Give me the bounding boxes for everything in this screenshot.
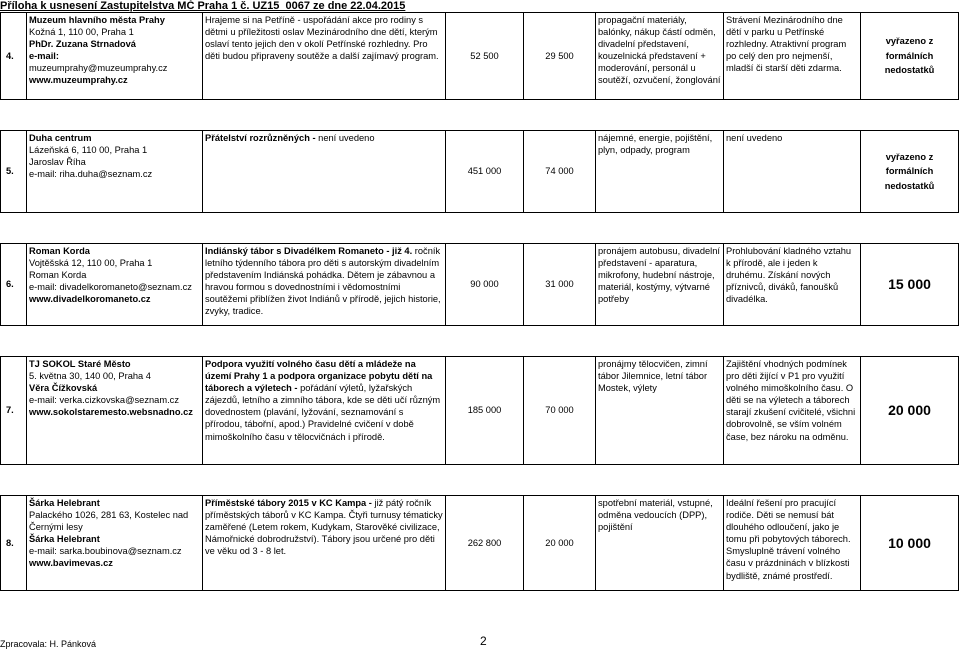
applicant-email[interactable]: e-mail: divadelkoromaneto@seznam.cz xyxy=(29,282,192,293)
project-description: ročník letního týdenního tábora pro děti s autorským divadelním představením Indiánská pohádka. Dětem je zábavnou a hravou formou s dovednostními i vědomostními soutěžemi přiblížen život Indiánů v přírodě, jejich historie, zvyky, tradice. xyxy=(205,246,441,317)
requested-amount: 31 000 xyxy=(524,244,596,326)
table-row xyxy=(1,244,959,326)
row-number: 4. xyxy=(1,13,27,100)
applicant-address: Kožná 1, 110 00, Praha 1 xyxy=(29,27,134,38)
applicant-name: Muzeum hlavního města Prahy xyxy=(29,15,165,25)
usage-cell: nájemné, energie, pojištění, plyn, odpady, program xyxy=(596,131,724,213)
applicant-web[interactable]: www.bavimevas.cz xyxy=(29,558,113,569)
project-description: pořádání výletů, lyžařských zájezdů, letního a zimního tábora, kde se děti učí různým dovednostem (plavání, lyžování, seznamování s přírodou, tábořní, apod.) Pravidelné cvičení v době mimoškolního času v tělocvičnách i přírodě. xyxy=(205,383,441,442)
benefit-cell: Prohlubování kladného vztahu k přírodě, ale i jeden k druhému. Získání nových příznivců, diváků, fanoušků divadélka. xyxy=(724,244,861,326)
applicant-cell xyxy=(27,357,203,465)
project-cell xyxy=(203,357,446,465)
result-cell: vyřazeno z formálních nedostatků xyxy=(861,13,959,100)
project-description: Hrajeme si na Petříně - uspořádání akce pro rodiny s dětmi u příležitosti oslav Mezinárodního dne dětí, kterým oslaví tento jejich den v okolí Petřínské rozhledny. Pro děti budou připraveny soutěže a další zajímavý program. xyxy=(205,15,439,62)
project-cell xyxy=(203,244,446,326)
project-title: Indiánský tábor s Divadélkem Romaneto - již 4. xyxy=(205,246,413,256)
benefit-cell: Ideální řešení pro pracující rodiče. Děti se nemusí bát dlouhého odloučení, jako je tomu při pobytových táborech. Smysluplně trávení volného času v prázdninách v blízkosti bydliště, známé prostředí. xyxy=(724,496,861,591)
table-row xyxy=(1,496,959,591)
benefit-cell: Strávení Mezinárodního dne dětí v parku u Petřínské rozhledny. Atraktivní program po celý den pro nejmenší, mladší či starší děti zdarma. xyxy=(724,13,861,100)
applicant-address: 5. května 30, 140 00, Praha 4 xyxy=(29,371,151,382)
applicant-cell xyxy=(27,131,203,213)
requested-amount: 70 000 xyxy=(524,357,596,465)
applicant-email[interactable]: e-mail: riha.duha@seznam.cz xyxy=(29,169,153,180)
result-cell: vyřazeno z formálních nedostatků xyxy=(861,131,959,213)
usage-cell: spotřební materiál, vstupné, odměna vedoucích (DPP), pojištění xyxy=(596,496,724,591)
result-cell: 10 000 xyxy=(861,496,959,591)
applicant-cell xyxy=(27,13,203,100)
total-cost: 262 800 xyxy=(446,496,524,591)
applicant-contact: Roman Korda xyxy=(29,270,87,281)
applicant-email-label: e-mail: xyxy=(29,51,59,62)
total-cost: 52 500 xyxy=(446,13,524,100)
footer-author: Zpracovala: H. Pánková xyxy=(0,639,97,649)
applicant-email[interactable]: e-mail: sarka.boubinova@seznam.cz xyxy=(29,546,182,557)
applicant-contact: Jaroslav Říha xyxy=(29,157,86,168)
project-title: Příměstské tábory 2015 v KC Kampa - xyxy=(205,498,372,508)
project-title: Podpora využití volného času dětí a mládeže na území Prahy 1 a podpora organizace pobytu dětí na táborech a výletech - xyxy=(205,359,433,394)
result-cell: 20 000 xyxy=(861,357,959,465)
table-row xyxy=(1,357,959,465)
applicant-web[interactable]: www.sokolstaremesto.websnadno.cz xyxy=(29,407,193,418)
applicant-contact: Šárka Helebrant xyxy=(29,534,100,545)
total-cost: 90 000 xyxy=(446,244,524,326)
applicant-name: Šárka Helebrant xyxy=(29,498,100,508)
page-number: 2 xyxy=(480,634,487,648)
applicant-contact: Věra Čížkovská xyxy=(29,383,98,394)
applicant-web[interactable]: www.muzeumprahy.cz xyxy=(29,75,128,86)
project-title: Přátelství rozrůzněných - xyxy=(205,133,316,143)
row-number: 8. xyxy=(1,496,27,591)
applicant-address: Palackého 1026, 281 63, Kostelec nad Černými lesy xyxy=(29,510,189,533)
table-row xyxy=(1,131,959,213)
applicant-address: Vojtěšská 12, 110 00, Praha 1 xyxy=(29,258,153,269)
applicant-cell xyxy=(27,244,203,326)
result-cell: 15 000 xyxy=(861,244,959,326)
applicant-email[interactable]: e-mail: verka.cizkovska@seznam.cz xyxy=(29,395,179,406)
applicant-email[interactable]: muzeumprahy@muzeumprahy.cz xyxy=(29,63,168,74)
row-number: 5. xyxy=(1,131,27,213)
row-number: 6. xyxy=(1,244,27,326)
applicant-name: TJ SOKOL Staré Město xyxy=(29,359,131,369)
usage-cell: propagační materiály, balónky, nákup částí odměn, divadelní představení, kouzelnická představení + moderování, personál u soutěží, ozvučení, žonglování xyxy=(596,13,724,100)
project-cell xyxy=(203,496,446,591)
applicant-web[interactable]: www.divadelkoromaneto.cz xyxy=(29,294,151,305)
applicant-name: Roman Korda xyxy=(29,246,90,256)
usage-cell: pronájem autobusu, divadelní představení - aparatura, mikrofony, hudební nástroje, materiál, kostýmy, výtvarné potřeby xyxy=(596,244,724,326)
table-row xyxy=(1,13,959,100)
requested-amount: 74 000 xyxy=(524,131,596,213)
applicant-cell xyxy=(27,496,203,591)
grants-table xyxy=(0,12,959,591)
requested-amount: 20 000 xyxy=(524,496,596,591)
project-description: již pátý ročník příměstských táborů v KC Kampa. Čtyři turnusy tématicky zaměřené (Letem rokem, Kudykam, Starověké civilizace, Námořnické dobrodružství). Tábory jsou určené pro děti ve věku od 3 - 8 let. xyxy=(205,498,443,557)
requested-amount: 29 500 xyxy=(524,13,596,100)
project-cell xyxy=(203,131,446,213)
page-title: Příloha k usnesení Zastupitelstva MČ Praha 1 č. UZ15_0067 ze dne 22.04.2015 xyxy=(0,0,406,12)
applicant-address: Lázeňská 6, 110 00, Praha 1 xyxy=(29,145,148,156)
usage-cell: pronájmy tělocvičen, zimní tábor Jilemnice, letní tábor Mostek, výlety xyxy=(596,357,724,465)
benefit-cell: není uvedeno xyxy=(724,131,861,213)
project-description: není uvedeno xyxy=(318,133,375,143)
total-cost: 185 000 xyxy=(446,357,524,465)
total-cost: 451 000 xyxy=(446,131,524,213)
applicant-contact: PhDr. Zuzana Strnadová xyxy=(29,39,136,50)
project-cell xyxy=(203,13,446,100)
applicant-name: Duha centrum xyxy=(29,133,92,143)
row-number: 7. xyxy=(1,357,27,465)
benefit-cell: Zajištění vhodných podmínek pro děti žijící v P1 pro využití volného mimoškolního času. O děti se na výletech a táborech starají zkušení cvičitelé, všichni dobrovolně, se vším volném čase, bez nároku na odměnu. xyxy=(724,357,861,465)
